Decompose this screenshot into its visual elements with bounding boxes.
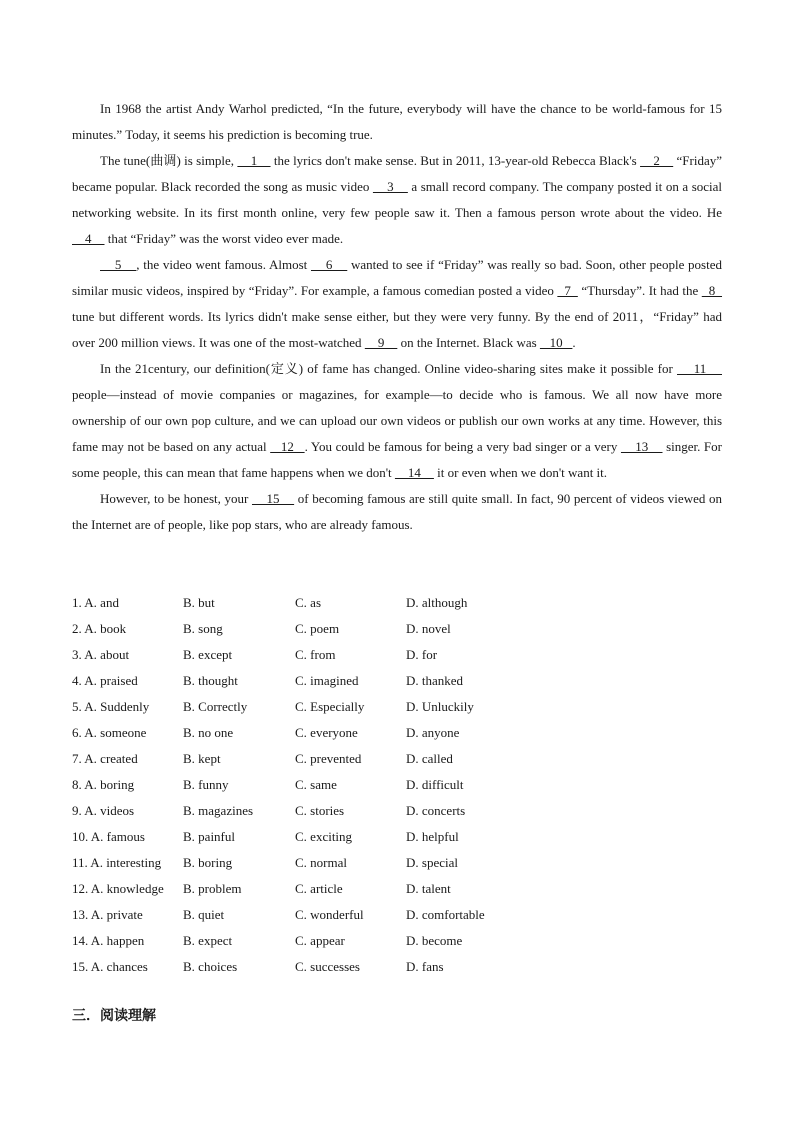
option-b: B. kept [183, 751, 221, 766]
option-b: B. Correctly [183, 699, 248, 714]
option-d: D. fans [406, 959, 444, 974]
cloze-passage [72, 96, 722, 538]
option-b: B. song [183, 621, 223, 636]
text-run: on the Internet. Black was [397, 335, 540, 350]
option-b: B. magazines [183, 803, 254, 818]
blank-3: 3 [372, 179, 408, 194]
text-run: a small record company. The company posted it on a social networking website. In its first month online, very few people saw it. Then a famous person wrote about the video. He [72, 179, 723, 220]
option-b: B. painful [183, 829, 235, 844]
blank-7: 7 [557, 283, 578, 298]
option-row-10 [72, 824, 722, 850]
blank-2: 2 [640, 153, 674, 168]
blank-13: 13 [620, 439, 663, 454]
option-c: C. normal [295, 855, 347, 870]
option-d: D. although [406, 595, 468, 610]
option-row-15 [72, 954, 722, 980]
text-run: The tune(曲调) is simple, [100, 153, 238, 168]
option-a: 12. A. knowledge [72, 881, 164, 896]
blank-4: 4 [72, 231, 105, 246]
blank-1: 1 [237, 153, 271, 168]
option-c: C. prevented [295, 751, 362, 766]
option-d: D. comfortable [406, 907, 485, 922]
option-c: C. appear [295, 933, 345, 948]
text-run: it or even when we don't want it. [433, 465, 608, 480]
blank-6: 6 [310, 257, 348, 272]
text-run: . You could be famous for being a very bad singer or a very [304, 439, 621, 454]
option-row-12 [72, 876, 722, 902]
option-row-4 [72, 668, 722, 694]
blank-10: 10 [539, 335, 573, 350]
option-b: B. quiet [183, 907, 225, 922]
option-a: 3. A. about [72, 647, 130, 662]
option-d: D. special [406, 855, 458, 870]
option-c: C. everyone [295, 725, 358, 740]
text-run: , the video went famous. Almost [136, 257, 311, 272]
text-run: people—instead of movie companies or magazines, for example—to decide who is famous. We all now have more ownership of our own pop culture, and we can upload our own videos or publish our own works at any time. However, this fame may not be based on any actual [72, 387, 722, 454]
option-c: C. Especially [295, 699, 365, 714]
blank-5: 5 [100, 257, 137, 272]
option-c: C. successes [295, 959, 360, 974]
blank-11: 11 [677, 361, 722, 376]
option-d: D. concerts [406, 803, 466, 818]
option-a: 13. A. private [72, 907, 143, 922]
option-row-9 [72, 798, 722, 824]
option-a: 5. A. Suddenly [72, 699, 150, 714]
option-row-6 [72, 720, 722, 746]
blank-15: 15 [251, 491, 295, 506]
option-d: D. talent [406, 881, 451, 896]
option-c: C. stories [295, 803, 345, 818]
text-run: wanted to see if “Friday” was really so bad. Soon, other people posted similar music videos, inspired by “Friday”. For example, a famous comedian posted a video [72, 257, 722, 298]
option-a: 14. A. happen [72, 933, 145, 948]
option-c: C. from [295, 647, 336, 662]
option-d: D. anyone [406, 725, 460, 740]
option-b: B. expect [183, 933, 233, 948]
option-a: 10. A. famous [72, 829, 145, 844]
paragraph-4 [72, 356, 722, 486]
option-d: D. helpful [406, 829, 459, 844]
text-run: In the 21century, our definition(定义) of fame has changed. Online video-sharing sites make it possible for [100, 361, 678, 376]
option-a: 1. A. and [72, 595, 119, 610]
blank-9: 9 [364, 335, 398, 350]
option-b: B. funny [183, 777, 229, 792]
option-a: 15. A. chances [72, 959, 148, 974]
option-b: B. but [183, 595, 215, 610]
text-run: “Thursday”. It had the [577, 283, 702, 298]
option-c: C. article [295, 881, 343, 896]
option-b: B. choices [183, 959, 238, 974]
text-run: In 1968 the artist Andy Warhol predicted, “In the future, everybody will have the chance to be world-famous for 15 minutes.” Today, it seems his prediction is becoming true. [72, 101, 722, 142]
paragraph-3 [72, 252, 722, 356]
option-c: C. poem [295, 621, 340, 636]
blank-12: 12 [270, 439, 305, 454]
text-run: of becoming famous are still quite small. In fact, 90 percent of videos viewed on the Internet are of people, like pop stars, who are already famous. [72, 491, 722, 532]
option-row-13 [72, 902, 722, 928]
option-row-1 [72, 590, 722, 616]
option-a: 2. A. book [72, 621, 127, 636]
option-a: 6. A. someone [72, 725, 147, 740]
paragraph-5 [72, 486, 722, 538]
text-run: “Friday” became popular. Black recorded the song as music video [72, 153, 722, 194]
option-d: D. novel [406, 621, 451, 636]
option-b: B. thought [183, 673, 238, 688]
option-d: D. become [406, 933, 463, 948]
option-row-3 [72, 642, 722, 668]
option-b: B. problem [183, 881, 242, 896]
blank-8: 8 [701, 283, 723, 298]
answer-options [72, 590, 722, 980]
paragraph-2 [72, 148, 722, 252]
option-a: 4. A. praised [72, 673, 138, 688]
text-run: tune but different words. Its lyrics didn't make sense either, but they were very funny. By the end of 2011，“Friday” had over 200 million views. It was one of the most-watched [72, 309, 722, 350]
option-a: 7. A. created [72, 751, 138, 766]
option-b: B. boring [183, 855, 233, 870]
option-c: C. same [295, 777, 337, 792]
option-d: D. difficult [406, 777, 464, 792]
option-d: D. for [406, 647, 438, 662]
option-d: D. called [406, 751, 453, 766]
option-b: B. no one [183, 725, 234, 740]
option-d: D. Unluckily [406, 699, 474, 714]
option-c: C. exciting [295, 829, 353, 844]
option-d: D. thanked [406, 673, 464, 688]
option-a: 11. A. interesting [72, 855, 162, 870]
paragraph-1 [72, 96, 722, 148]
option-row-7 [72, 746, 722, 772]
option-a: 9. A. videos [72, 803, 135, 818]
section-heading: 三．阅读理解 [72, 1008, 156, 1024]
text-run: . [572, 335, 576, 350]
option-row-5 [72, 694, 722, 720]
option-c: C. as [295, 595, 321, 610]
option-a: 8. A. boring [72, 777, 135, 792]
option-c: C. wonderful [295, 907, 364, 922]
option-row-14 [72, 928, 722, 954]
blank-14: 14 [394, 465, 434, 480]
option-row-8 [72, 772, 722, 798]
option-row-11 [72, 850, 722, 876]
text-run: However, to be honest, your [100, 491, 252, 506]
text-run: the lyrics don't make sense. But in 2011, 13-year-old Rebecca Black's [270, 153, 641, 168]
text-run: that “Friday” was the worst video ever made. [104, 231, 344, 246]
option-row-2 [72, 616, 722, 642]
option-b: B. except [183, 647, 233, 662]
text-run: singer. For some people, this can mean that fame happens when we don't [72, 439, 722, 480]
option-c: C. imagined [295, 673, 359, 688]
